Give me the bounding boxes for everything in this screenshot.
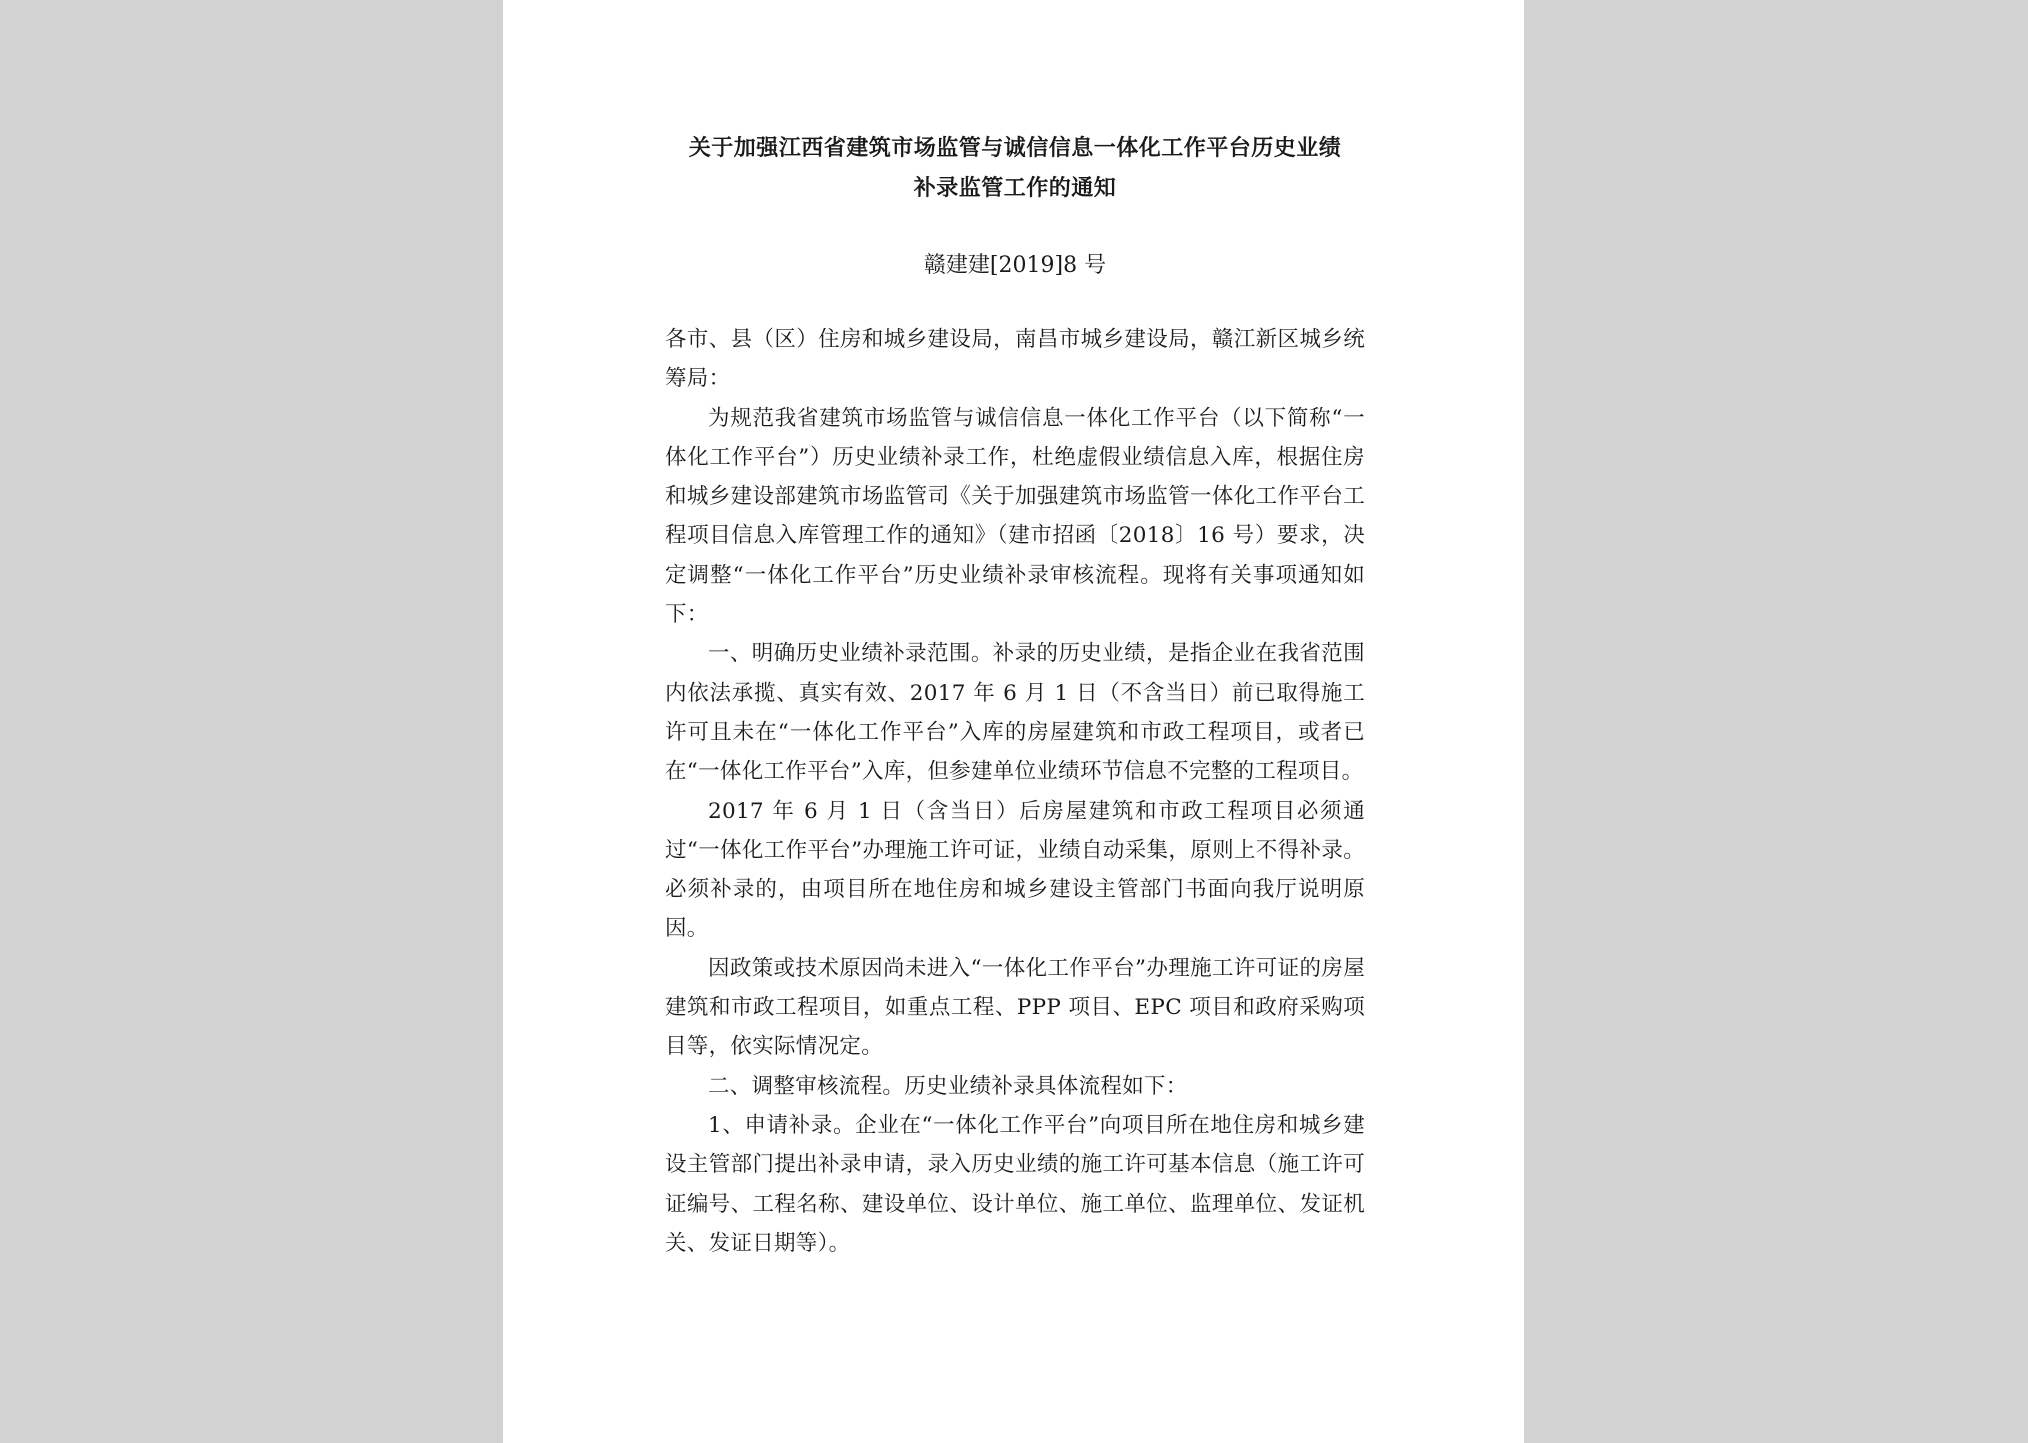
- paragraph-section-two: 二、调整审核流程。历史业绩补录具体流程如下：: [708, 1073, 1188, 1099]
- document-content: [665, 128, 1365, 1263]
- paragraph-intro: 为规范我省建筑市场监管与诚信信息一体化工作平台（以下简称“一体化工作平台”）历史业绩补录工作，杜绝虚假业绩信息入库，根据住房和城乡建设部建筑市场监管司《关于加强建筑市场监管一体化工作平台工程项目信息入库管理工作的通知》（建市招函〔2018〕16 号）要求，决定调整“一体化工作平台”历史业绩补录审核流程。现将有关事项通知如下：: [665, 405, 1365, 628]
- document-number: 赣建建[2019]8 号: [923, 253, 1107, 278]
- document-title-line-2: 补录监管工作的通知: [913, 175, 1117, 201]
- paragraph-policy-reason: 因政策或技术原因尚未进入“一体化工作平台”办理施工许可证的房屋建筑和市政工程项目，如重点工程、PPP 项目、EPC 项目和政府采购项目等，依实际情况定。: [665, 955, 1365, 1060]
- document-title-line-1: 关于加强江西省建筑市场监管与诚信信息一体化工作平台历史业绩: [688, 135, 1342, 161]
- paragraph-after-date: 2017 年 6 月 1 日（含当日）后房屋建筑和市政工程项目必须通过“一体化工作平台”办理施工许可证，业绩自动采集，原则上不得补录。必须补录的，由项目所在地住房和城乡建设主管部门书面向我厅说明原因。: [665, 798, 1365, 942]
- document-page: [503, 0, 1524, 1443]
- paragraph-scope: 一、明确历史业绩补录范围。补录的历史业绩，是指企业在我省范围内依法承揽、真实有效、2017 年 6 月 1 日（不含当日）前已取得施工许可且未在“一体化工作平台”入库的房屋建筑和市政工程项目，或者已在“一体化工作平台”入库，但参建单位业绩环节信息不完整的工程项目。: [665, 641, 1365, 785]
- addressee: 各市、县（区）住房和城乡建设局，南昌市城乡建设局，赣江新区城乡统筹局：: [665, 327, 1365, 392]
- paragraph-apply: 1、申请补录。企业在“一体化工作平台”向项目所在地住房和城乡建设主管部门提出补录申请，录入历史业绩的施工许可基本信息（施工许可证编号、工程名称、建设单位、设计单位、施工单位、监理单位、发证机关、发证日期等）。: [665, 1112, 1365, 1256]
